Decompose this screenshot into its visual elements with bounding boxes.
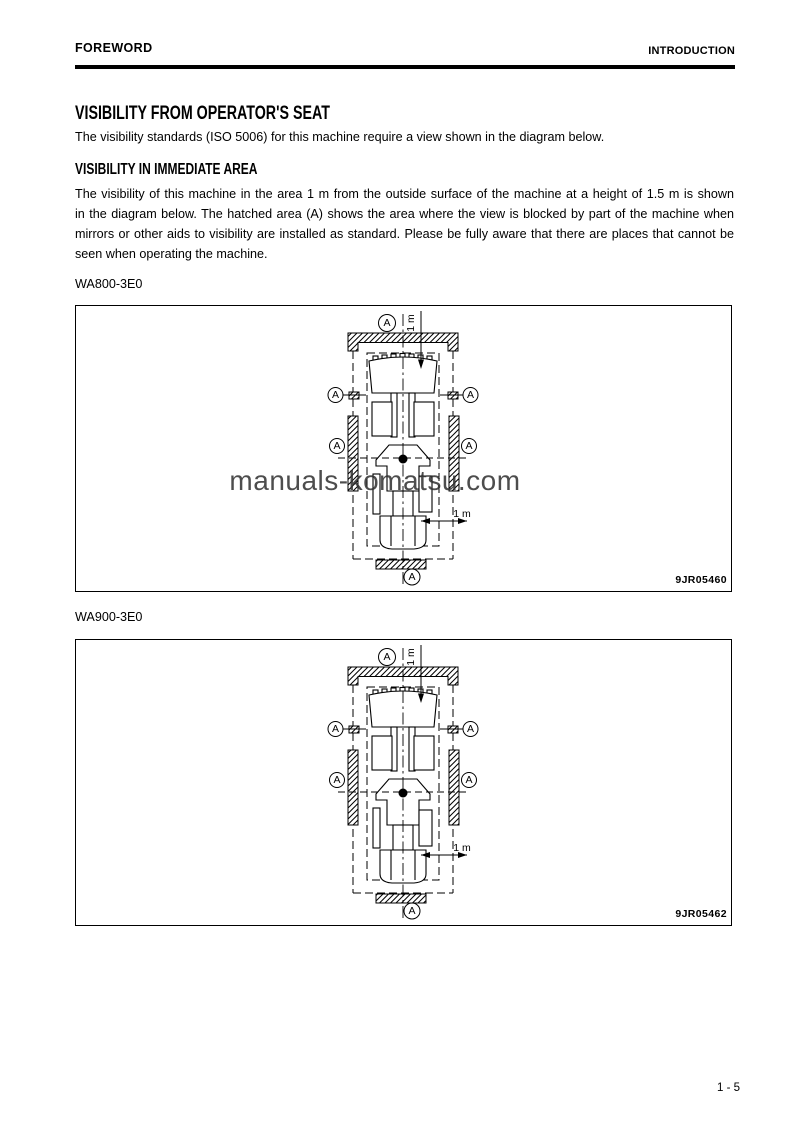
body-line: seen when operating the machine. — [75, 247, 268, 261]
area-marker-upper-left — [328, 388, 343, 403]
subsection-title: VISIBILITY IN IMMEDIATE AREA — [75, 161, 258, 178]
front-wheel-right — [414, 402, 434, 436]
blind-area-rear-hatch — [376, 894, 426, 903]
area-marker-top — [379, 649, 396, 666]
dimension-horizontal-label: 1 m — [453, 508, 471, 520]
body-paragraph — [75, 184, 734, 264]
visibility-diagram — [76, 306, 731, 591]
operator-position-dot — [399, 455, 408, 464]
body-line: in the diagram below. The hatched area (A) shows the area where the view is blocked by part of the machine when — [75, 207, 734, 221]
blind-area-rear-hatch — [376, 560, 426, 569]
area-marker-lower-right — [462, 773, 477, 788]
area-marker-upper-right — [463, 388, 478, 403]
page-number: 1 - 5 — [716, 1082, 740, 1094]
blind-area-left-hatch — [348, 750, 358, 825]
area-marker-bottom — [404, 569, 420, 585]
area-marker-label: A — [466, 389, 475, 401]
figure-label-wa900: WA900-3E0 — [75, 610, 143, 624]
area-marker-label: A — [333, 440, 341, 452]
intro-text: The visibility standards (ISO 5006) for this machine require a view shown in the diagram below. — [75, 130, 605, 144]
figure-box-wa800 — [75, 305, 732, 592]
figure-label-wa800: WA800-3E0 — [75, 277, 143, 291]
body-line: The visibility of this machine in the area 1 m from the outside surface of the machine at a height of 1.5 m is shown — [75, 187, 734, 201]
blind-area-right-hatch — [449, 750, 459, 825]
area-marker-upper-left — [328, 722, 343, 737]
area-marker-label: A — [331, 723, 340, 735]
front-wheel-left — [372, 736, 392, 770]
area-marker-label: A — [465, 440, 473, 452]
header-section-title: FOREWORD — [75, 41, 153, 55]
area-marker-label: A — [333, 774, 341, 786]
area-marker-label: A — [331, 389, 340, 401]
area-marker-label: A — [408, 905, 416, 917]
header-rule — [75, 65, 735, 69]
body-line: mirrors or other aids to visibility are installed as standard. Please be fully aware that there are places that cannot be — [75, 227, 734, 241]
area-marker-bottom — [404, 903, 420, 919]
area-marker-label: A — [408, 571, 416, 583]
front-wheel-left — [372, 402, 392, 436]
area-marker-label: A — [465, 774, 473, 786]
dimension-horizontal-label: 1 m — [453, 842, 471, 854]
area-marker-lower-right — [462, 439, 477, 454]
figure-code: 9JR05462 — [675, 908, 727, 920]
area-marker-label: A — [383, 651, 391, 663]
front-wheel-right — [414, 736, 434, 770]
area-marker-lower-left — [330, 439, 345, 454]
area-marker-upper-right — [463, 722, 478, 737]
figure-code: 9JR05460 — [675, 574, 727, 586]
area-marker-label: A — [466, 723, 475, 735]
dimension-vertical-label: 1 m — [405, 648, 417, 666]
area-marker-lower-left — [330, 773, 345, 788]
dimension-vertical-label: 1 m — [405, 314, 417, 332]
area-marker-label: A — [383, 317, 391, 329]
page-title: VISIBILITY FROM OPERATOR'S SEAT — [75, 103, 330, 124]
watermark-text: manuals-komatsu.com — [229, 465, 521, 496]
visibility-diagram — [76, 640, 731, 925]
figure-box-wa900 — [75, 639, 732, 926]
area-marker-top — [379, 315, 396, 332]
operator-position-dot — [399, 789, 408, 798]
header-chapter-title: INTRODUCTION — [648, 45, 735, 57]
